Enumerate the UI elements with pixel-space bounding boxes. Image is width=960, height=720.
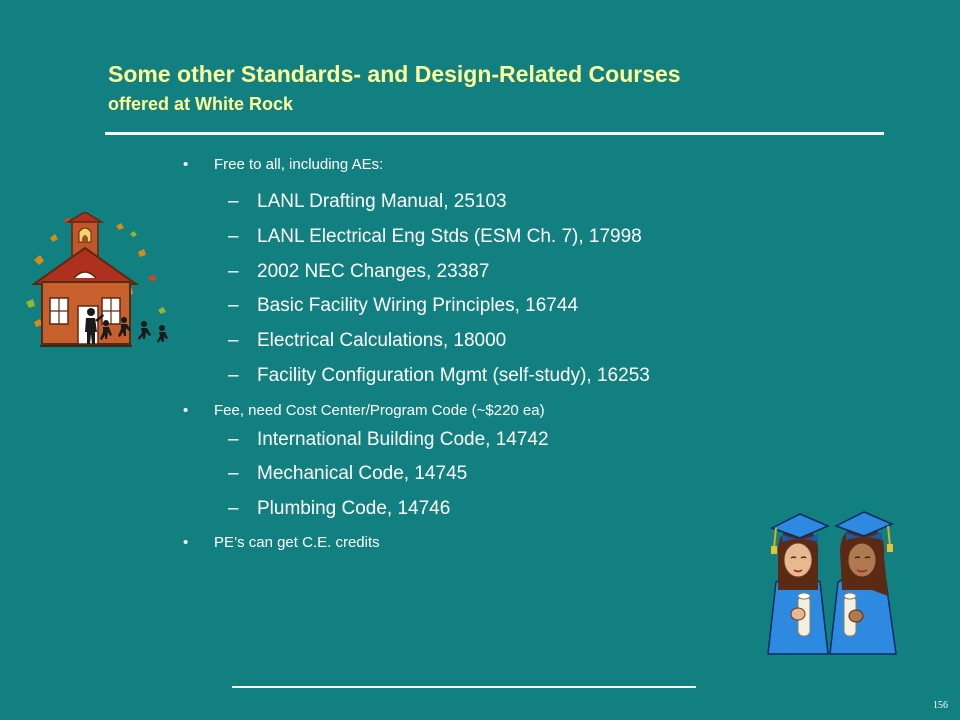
course-item bbox=[228, 225, 642, 249]
course-text: International Building Code, 14742 bbox=[257, 429, 549, 450]
bullet-item bbox=[183, 402, 545, 420]
title-divider bbox=[105, 132, 884, 135]
course-item bbox=[228, 260, 490, 284]
course-item bbox=[228, 329, 507, 353]
dash-marker: – bbox=[228, 498, 239, 519]
course-item bbox=[228, 190, 507, 214]
bullet-marker: • bbox=[183, 156, 189, 173]
course-text: Mechanical Code, 14745 bbox=[257, 463, 468, 484]
slide-subtitle: offered at White Rock bbox=[108, 94, 294, 114]
dash-marker: – bbox=[228, 365, 239, 386]
dash-marker: – bbox=[228, 429, 239, 450]
bullet-text: Fee, need Cost Center/Program Code (~$220 ea) bbox=[214, 402, 545, 419]
course-text: LANL Drafting Manual, 25103 bbox=[257, 191, 507, 212]
schoolhouse-clipart bbox=[20, 212, 180, 352]
course-item bbox=[228, 428, 549, 452]
course-item bbox=[228, 294, 579, 318]
course-text: Plumbing Code, 14746 bbox=[257, 498, 451, 519]
page-number: 156 bbox=[933, 700, 948, 711]
course-item bbox=[228, 462, 468, 486]
slide-title: Some other Standards- and Design-Related Courses bbox=[108, 61, 681, 87]
bullet-text: Free to all, including AEs: bbox=[214, 156, 384, 173]
dash-marker: – bbox=[228, 226, 239, 247]
bullet-marker: • bbox=[183, 402, 189, 419]
bullet-item bbox=[183, 534, 380, 552]
graduate-left-icon bbox=[768, 514, 828, 654]
dash-marker: – bbox=[228, 261, 239, 282]
course-item bbox=[228, 497, 451, 521]
dash-marker: – bbox=[228, 191, 239, 212]
course-text: 2002 NEC Changes, 23387 bbox=[257, 261, 490, 282]
bullet-marker: • bbox=[183, 534, 189, 551]
course-text: LANL Electrical Eng Stds (ESM Ch. 7), 17998 bbox=[257, 226, 642, 247]
course-text: Electrical Calculations, 18000 bbox=[257, 330, 507, 351]
bullet-item bbox=[183, 156, 384, 174]
dash-marker: – bbox=[228, 463, 239, 484]
bullet-text: PE’s can get C.E. credits bbox=[214, 534, 380, 551]
course-text: Basic Facility Wiring Principles, 16744 bbox=[257, 295, 579, 316]
dash-marker: – bbox=[228, 295, 239, 316]
graduate-right-icon bbox=[830, 512, 896, 654]
dash-marker: – bbox=[228, 330, 239, 351]
graduates-clipart bbox=[758, 504, 918, 660]
footer-divider bbox=[232, 686, 696, 688]
course-item bbox=[228, 364, 650, 388]
course-text: Facility Configuration Mgmt (self-study), 16253 bbox=[257, 365, 650, 386]
